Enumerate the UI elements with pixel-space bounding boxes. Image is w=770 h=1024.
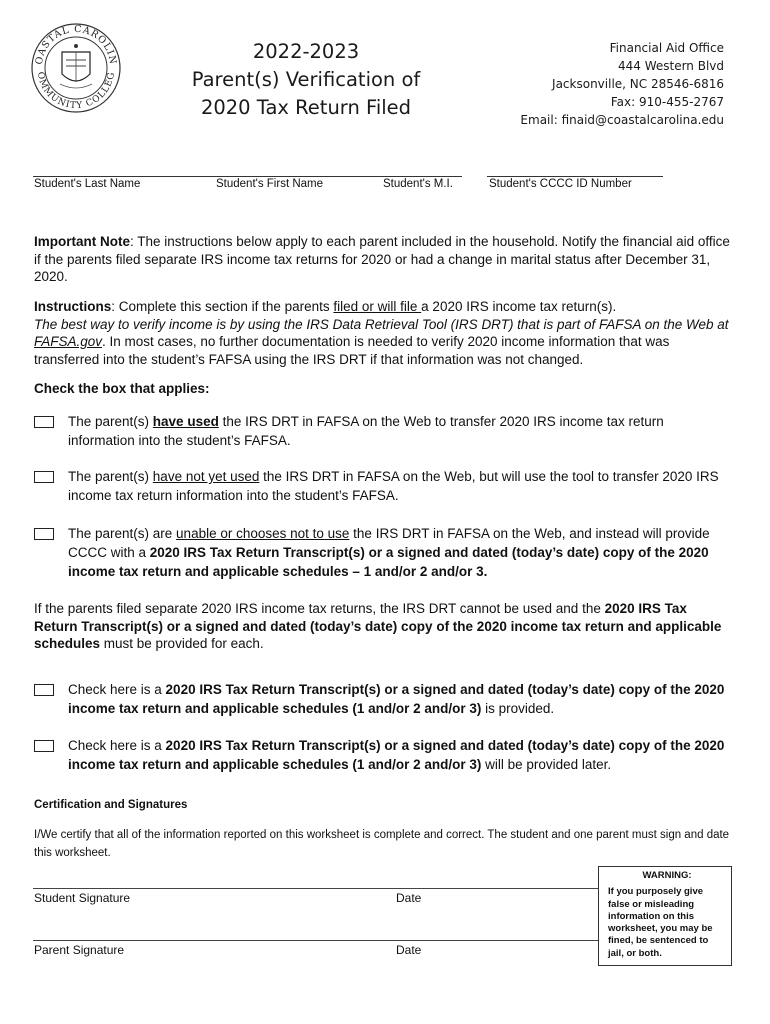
- check4-pre: Check here is a: [68, 682, 166, 697]
- office-street: 444 Western Blvd: [617, 59, 724, 73]
- office-address: [520, 39, 724, 129]
- opt3-underlined: unable or chooses not to use: [176, 526, 350, 541]
- separate-bold: 2020 IRS Tax Return Transcript(s) or a signed and dated (today’s date) copy of the 2020 income tax return and applicable schedules: [34, 601, 722, 651]
- instructions-italic: The best way to verify income is by using the IRS Data Retrieval Tool (IRS DRT) that is part of FAFSA on the Web at: [34, 316, 729, 332]
- opt1-underlined: have used: [152, 414, 219, 429]
- instructions-after: . In most cases, no further documentation is needed to verify 2020 income information that was transferred into the student’s FAFSA using the IRS DRT if that information was not changed.: [34, 334, 670, 367]
- separate-post: must be provided for each.: [100, 636, 264, 651]
- opt2-pre: The parent(s): [68, 469, 153, 484]
- opt2-post: the IRS DRT in FAFSA on the Web, but will use the tool to transfer 2020 IRS income tax return information into the student’s FAFSA.: [68, 469, 719, 503]
- check-heading-text: Check the box that applies:: [34, 381, 210, 396]
- first-name-label: Student's First Name: [216, 178, 324, 190]
- student-signature-line[interactable]: [33, 888, 598, 889]
- student-date-label: Date: [396, 891, 422, 905]
- option-unable: [68, 524, 728, 581]
- title-line-3: 2020 Tax Return Filed: [200, 96, 412, 119]
- check4-post: is provided.: [481, 701, 555, 716]
- certification-heading-text: Certification and Signatures: [34, 799, 188, 811]
- checkbox-have-used[interactable]: [34, 416, 54, 428]
- office-city: Jacksonville, NC 28546-6816: [552, 77, 724, 91]
- form-title: [176, 38, 436, 122]
- opt1-pre: The parent(s): [68, 414, 153, 429]
- instructions-underlined: filed or will file: [333, 299, 422, 314]
- parent-date-label: Date: [396, 943, 422, 957]
- checkbox-provided[interactable]: [34, 684, 54, 696]
- student-signature-label: Student Signature: [34, 891, 131, 905]
- office-email: Email: finaid@coastalcarolina.edu: [520, 113, 724, 127]
- checkbox-provided-later[interactable]: [34, 740, 54, 752]
- college-seal-logo: [30, 8, 122, 126]
- title-line-2: Parent(s) Verification of: [191, 68, 421, 91]
- mi-label: Student's M.I.: [383, 178, 453, 190]
- opt1-post: the IRS DRT in FAFSA on the Web to transfer 2020 IRS income tax return information into the student’s FAFSA.: [68, 414, 664, 448]
- seal-top-text: OASTAL CAROLIN: [33, 23, 119, 66]
- warning-title: WARNING:: [642, 870, 692, 881]
- student-id-field[interactable]: [487, 176, 663, 177]
- check-heading: [34, 380, 734, 398]
- instructions-label: Instructions: [34, 299, 112, 314]
- separate-returns-note: [34, 600, 734, 653]
- option-provided: [68, 680, 728, 718]
- certification-heading: [34, 797, 734, 815]
- instructions-post: a 2020 IRS income tax return(s).: [421, 299, 617, 314]
- office-fax: Fax: 910-455-2767: [610, 95, 724, 109]
- opt3-pre: The parent(s) are: [68, 526, 177, 541]
- option-have-used: [68, 412, 728, 450]
- option-provided-later: [68, 736, 728, 774]
- instructions: [34, 298, 734, 368]
- office-name: Financial Aid Office: [609, 41, 724, 55]
- check5-bold: 2020 IRS Tax Return Transcript(s) or a signed and dated (today’s date) copy of the 2020 income tax return and applicable schedules (1 and/or 2 and/or 3): [68, 738, 725, 772]
- warning-text: If you purposely give false or misleading information on this worksheet, you may be fined, be sentenced to jail, or both.: [608, 886, 713, 959]
- opt3-mid: the IRS DRT in FAFSA on the Web, and instead will provide CCCC with a: [68, 526, 710, 560]
- important-note-text: : The instructions below apply to each parent included in the household. Notify the financial aid office if the parents filed separate IRS income tax returns for 2020 or had a change in marital status after December 31, 2020.: [34, 234, 730, 284]
- fafsa-link[interactable]: FAFSA.gov: [34, 334, 103, 349]
- seal-bottom-text: OMMUNITY COLLEG: [34, 70, 118, 112]
- warning-box: [598, 866, 732, 966]
- checkbox-unable[interactable]: [34, 528, 54, 540]
- id-label: Student's CCCC ID Number: [489, 178, 632, 190]
- certification-text: I/We certify that all of the information reported on this worksheet is complete and correct. The student and one parent must sign and date this worksheet.: [34, 829, 730, 859]
- check5-post: will be provided later.: [481, 757, 612, 772]
- opt3-bold: 2020 IRS Tax Return Transcript(s) or a signed and dated (today’s date) copy of the 2020 income tax return and applicable schedules – 1 and/or 2 and/or 3.: [68, 545, 709, 579]
- student-name-field[interactable]: [33, 176, 462, 177]
- important-note-label: Important Note: [34, 234, 130, 249]
- parent-signature-line[interactable]: [33, 940, 598, 941]
- important-note: [34, 233, 734, 286]
- parent-signature-label: Parent Signature: [34, 943, 125, 957]
- checkbox-not-yet-used[interactable]: [34, 471, 54, 483]
- instructions-pre: : Complete this section if the parents: [111, 299, 334, 314]
- title-year: 2022-2023: [252, 40, 360, 63]
- check5-pre: Check here is a: [68, 738, 166, 753]
- last-name-label: Student's Last Name: [34, 178, 141, 190]
- option-not-yet-used: [68, 467, 728, 505]
- opt2-underlined: have not yet used: [152, 469, 260, 484]
- separate-pre: If the parents filed separate 2020 IRS income tax returns, the IRS DRT cannot be used and the: [34, 601, 605, 616]
- check4-bold: 2020 IRS Tax Return Transcript(s) or a signed and dated (today’s date) copy of the 2020 income tax return and applicable schedules (1 and/or 2 and/or 3): [68, 682, 725, 716]
